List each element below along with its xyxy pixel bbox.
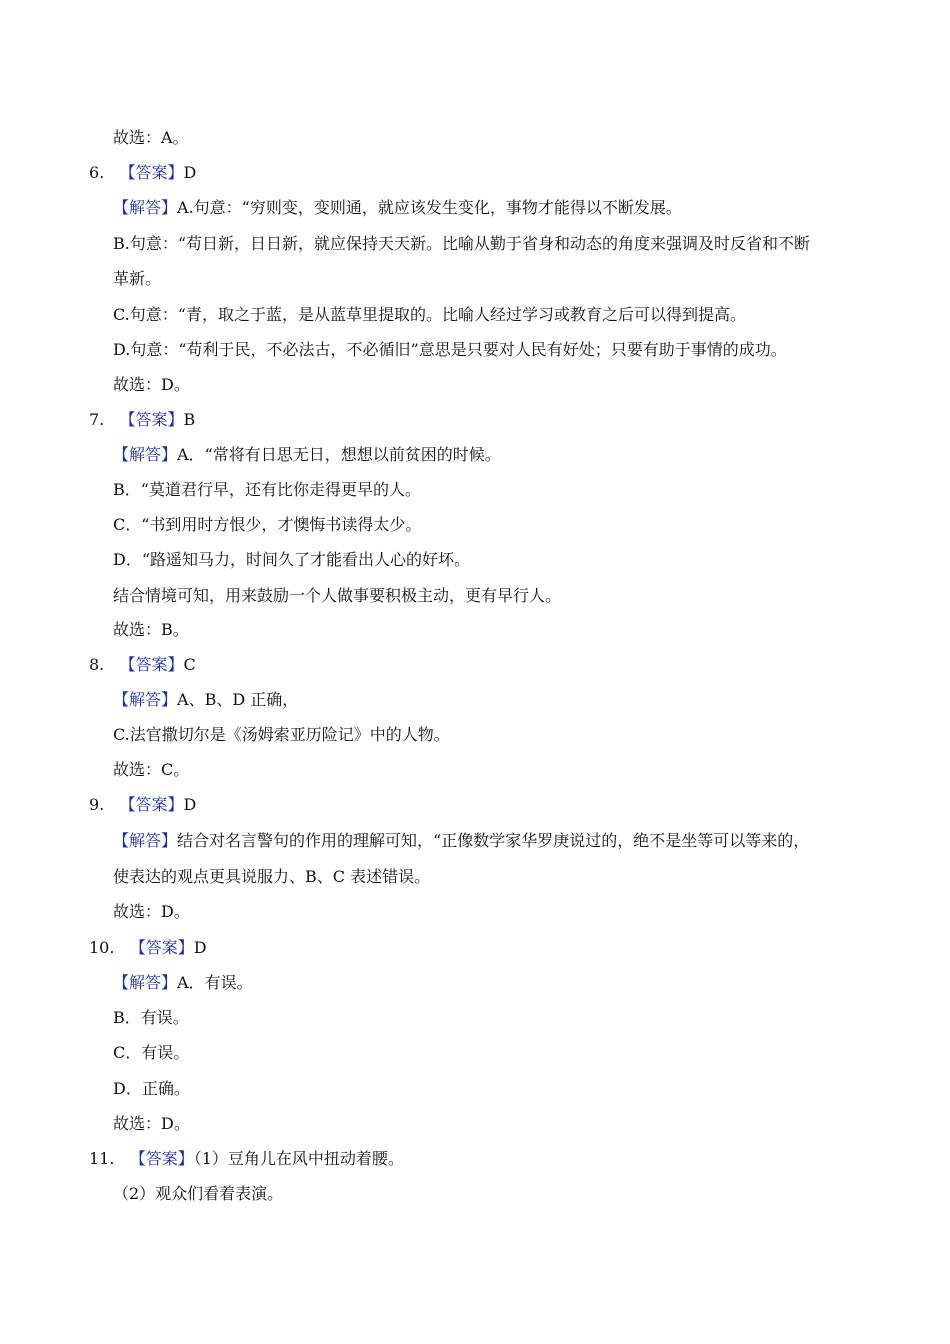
explanation-text: B.句意：“苟日新，日日新，就应保持天天新。比喻从勤于省身和动态的角度来强调及时反省和不断 (113, 234, 811, 253)
answer-value: B (183, 410, 196, 429)
explanation-line (113, 830, 809, 852)
answer-text: （2）观众们看着表演。 (113, 1184, 284, 1203)
explanation-text: D.句意：“苟利于民，不必法古，不必循旧”意思是只要对人民有好处；只要有助于事情的成功。 (113, 340, 787, 359)
explanation-text: B．“莫道君行早，还有比你走得更早的人。 (113, 480, 421, 499)
explanation-text: D．正确。 (113, 1079, 190, 1098)
explain-tag: 【解答】 (113, 445, 178, 464)
explanation-text: D．“路遥知马力，时间久了才能看出人心的好坏。 (113, 550, 471, 569)
answer-value: （1）豆角儿在风中扭动着腰。 (193, 1149, 404, 1168)
answer-tag: 【答案】 (119, 795, 184, 814)
answer-value: D (193, 938, 207, 957)
explanation-text: C.法官撒切尔是《汤姆索亚历险记》中的人物。 (113, 725, 450, 744)
question-10-answer-line (89, 937, 207, 959)
question-number: 8. (89, 655, 105, 674)
explain-tag: 【解答】 (113, 198, 178, 217)
conclusion-text: 故选：D。 (113, 375, 190, 394)
explain-tag: 【解答】 (113, 973, 178, 992)
explanation-text: C.句意：“青，取之于蓝，是从蓝草里提取的。比喻人经过学习或教育之后可以得到提高。 (113, 305, 746, 324)
answer-tag: 【答案】 (129, 938, 194, 957)
answer-tag: 【答案】 (119, 410, 184, 429)
explanation-text: B．有误。 (113, 1008, 189, 1027)
question-7-answer-line (89, 409, 195, 431)
conclusion-text: 故选：C。 (113, 760, 190, 779)
explanation-text: 使表达的观点更具说服力、B、C 表述错误。 (113, 867, 431, 886)
explanation-text: C．有误。 (113, 1043, 190, 1062)
answer-tag: 【答案】 (129, 1149, 194, 1168)
conclusion-text: 故选：B。 (113, 620, 189, 639)
explanation-text: A．有误。 (177, 973, 253, 992)
answer-value: C (183, 655, 196, 674)
explanation-text: 结合情境可知，用来鼓励一个人做事要积极主动，更有早行人。 (113, 586, 562, 605)
explanation-text: 结合对名言警句的作用的理解可知，“正像数学家华罗庚说过的，绝不是坐等可以等来的， (177, 831, 810, 850)
question-number: 6. (89, 163, 105, 182)
answer-value: D (183, 795, 197, 814)
answer-value: D (183, 163, 197, 182)
explanation-line (113, 689, 298, 711)
explanation-text: A、B、D 正确， (177, 690, 299, 709)
explanation-text: A.句意：“穷则变，变则通，就应该发生变化，事物才能得以不断发展。 (177, 198, 682, 217)
question-11-answer-line (89, 1148, 404, 1170)
question-9-answer-line (89, 794, 196, 816)
conclusion-text: 故选：D。 (113, 902, 190, 921)
question-6-answer-line (89, 162, 196, 184)
explanation-text: 革新。 (113, 269, 162, 288)
question-number: 11. (89, 1149, 115, 1168)
explanation-text: A．“常将有日思无日，想想以前贫困的时候。 (177, 445, 501, 464)
question-8-answer-line (89, 654, 196, 676)
question-number: 10. (89, 938, 115, 957)
question-number: 9. (89, 795, 105, 814)
question-number: 7. (89, 410, 105, 429)
answer-tag: 【答案】 (119, 655, 184, 674)
explanation-text: C．“书到用时方恨少，才懊悔书读得太少。 (113, 515, 422, 534)
conclusion-text: 故选：D。 (113, 1114, 190, 1133)
answer-tag: 【答案】 (119, 163, 184, 182)
explain-tag: 【解答】 (113, 690, 178, 709)
explanation-line (113, 444, 501, 466)
explanation-line (113, 972, 253, 994)
explanation-line (113, 197, 682, 219)
explain-tag: 【解答】 (113, 831, 178, 850)
conclusion-text: 故选：A。 (113, 128, 189, 147)
